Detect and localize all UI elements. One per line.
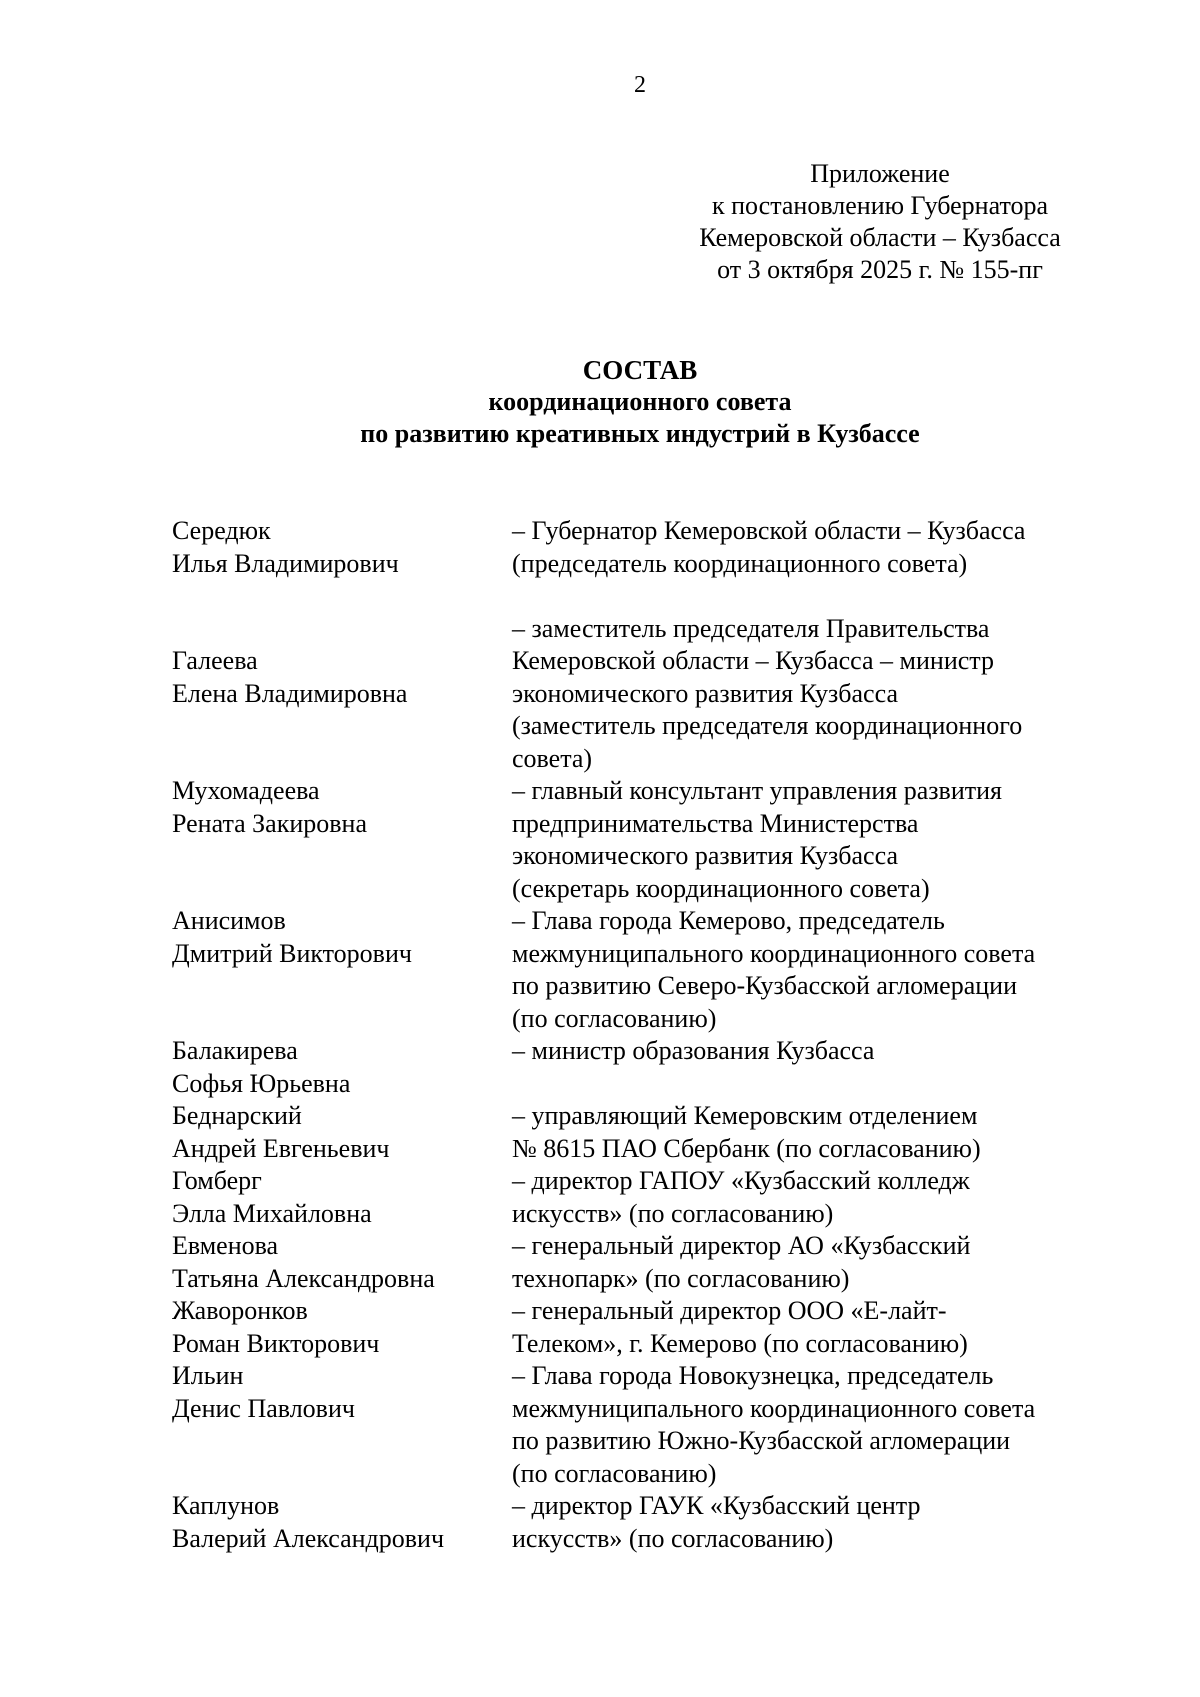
- member-name: [172, 1100, 512, 1165]
- member-role-line: – министр образования Кузбасса: [512, 1036, 875, 1065]
- member-role: [512, 1230, 1112, 1295]
- member-name-line: Софья Юрьевна: [172, 1068, 351, 1098]
- member-role-line: – директор ГАУК «Кузбасский центр: [512, 1491, 921, 1520]
- member-name-line: [172, 1425, 512, 1458]
- member-name-line: Элла Михайловна: [172, 1198, 372, 1228]
- member-name: [172, 613, 512, 776]
- member-role-line: экономического развития Кузбасса: [512, 841, 898, 870]
- member-role-line: (председатель координационного совета): [512, 548, 968, 578]
- member-row: [172, 905, 1132, 1035]
- member-role-line: (по согласованию): [512, 1458, 717, 1488]
- member-role-line: – генеральный директор ООО «Е-лайт-: [512, 1296, 947, 1325]
- member-role-line: № 8615 ПАО Сбербанк (по согласованию): [512, 1133, 981, 1163]
- member-role: [512, 1100, 1112, 1165]
- member-role: [512, 1360, 1112, 1490]
- member-role-line: – Глава города Кемерово, председатель: [512, 906, 945, 935]
- member-name: [172, 1295, 512, 1360]
- member-role-line: (секретарь координационного совета): [512, 873, 930, 903]
- member-role-line: по развитию Южно-Кузбасской агломерации: [512, 1426, 1011, 1455]
- member-role-line: по развитию Северо-Кузбасской агломерации: [512, 971, 1018, 1000]
- member-role: [512, 515, 1112, 613]
- member-name-line: [172, 840, 512, 873]
- member-role: [512, 905, 1112, 1035]
- member-name: [172, 1360, 512, 1490]
- member-row: [172, 613, 1132, 776]
- appendix-line: Приложение: [810, 159, 950, 188]
- member-name: [172, 1165, 512, 1230]
- member-role-line: экономического развития Кузбасса: [512, 678, 898, 708]
- member-name-line: Денис Павлович: [172, 1393, 355, 1423]
- member-name-line: [172, 580, 512, 613]
- appendix-block: [660, 158, 1100, 286]
- member-row: [172, 1490, 1132, 1555]
- member-role-line: искусств» (по согласованию): [512, 1198, 834, 1228]
- member-name-line: [172, 743, 512, 776]
- member-name-line: [172, 1003, 512, 1036]
- member-row: [172, 775, 1132, 905]
- page-number: 2: [634, 72, 646, 98]
- member-role: [512, 1035, 1112, 1100]
- member-role: [512, 1490, 1112, 1555]
- member-name-line: Татьяна Александровна: [172, 1263, 435, 1293]
- member-row: [172, 1360, 1132, 1490]
- member-role: [512, 1295, 1112, 1360]
- member-name-line: Илья Владимирович: [172, 548, 399, 578]
- member-name-line: Евменова: [172, 1231, 279, 1260]
- member-role: [512, 613, 1112, 776]
- member-name-line: Беднарский: [172, 1101, 302, 1130]
- member-name-line: Середюк: [172, 516, 271, 545]
- member-name-line: [172, 1458, 512, 1491]
- member-name: [172, 1490, 512, 1555]
- member-row: [172, 1165, 1132, 1230]
- member-role-line: [512, 580, 1112, 613]
- member-role-line: – Губернатор Кемеровской области – Кузбасса: [512, 516, 1026, 545]
- member-name-line: [172, 613, 512, 646]
- member-role: [512, 775, 1112, 905]
- document-heading: [0, 354, 1200, 450]
- member-role-line: – Глава города Новокузнецка, председатель: [512, 1361, 994, 1390]
- member-role: [512, 1165, 1112, 1230]
- member-row: [172, 1100, 1132, 1165]
- heading-subtitle: координационного совета: [488, 387, 792, 416]
- appendix-line: от 3 октября 2025 г. № 155-пг: [717, 255, 1043, 284]
- member-row: [172, 1035, 1132, 1100]
- appendix-line: к постановлению Губернатора: [711, 191, 1049, 220]
- member-name-line: Валерий Александрович: [172, 1523, 445, 1553]
- member-name-line: Роман Викторович: [172, 1328, 380, 1358]
- member-name: [172, 775, 512, 905]
- member-name: [172, 1230, 512, 1295]
- member-role-line: (по согласованию): [512, 1003, 717, 1033]
- member-name-line: Ильин: [172, 1361, 244, 1390]
- member-name-line: Балакирева: [172, 1036, 298, 1065]
- appendix-line: Кемеровской области – Кузбасса: [699, 223, 1061, 252]
- member-role-line: – главный консультант управления развития: [512, 776, 1002, 805]
- members-list: [172, 515, 1132, 1555]
- member-name-line: Елена Владимировна: [172, 678, 408, 708]
- member-name-line: Каплунов: [172, 1491, 280, 1520]
- member-role-line: искусств» (по согласованию): [512, 1523, 834, 1553]
- member-name-line: Андрей Евгеньевич: [172, 1133, 390, 1163]
- member-role-line: (заместитель председателя координационного: [512, 711, 1023, 740]
- member-name-line: Галеева: [172, 646, 258, 675]
- member-role-line: Телеком», г. Кемерово (по согласованию): [512, 1328, 968, 1358]
- member-name-line: Мухомадеева: [172, 776, 320, 805]
- member-role-line: – генеральный директор АО «Кузбасский: [512, 1231, 971, 1260]
- member-name: [172, 905, 512, 1035]
- member-name-line: [172, 710, 512, 743]
- member-name-line: [172, 873, 512, 906]
- member-role-line: предпринимательства Министерства: [512, 808, 919, 838]
- member-row: [172, 1230, 1132, 1295]
- member-name-line: [172, 970, 512, 1003]
- heading-title: СОСТАВ: [582, 355, 698, 385]
- member-name-line: Гомберг: [172, 1166, 262, 1195]
- member-name-line: Дмитрий Викторович: [172, 938, 412, 968]
- member-role-line: совета): [512, 743, 593, 773]
- member-row: [172, 1295, 1132, 1360]
- member-role-line: технопарк» (по согласованию): [512, 1263, 850, 1293]
- member-role-line: Кемеровской области – Кузбасса – министр: [512, 646, 994, 675]
- member-name-line: Анисимов: [172, 906, 286, 935]
- member-role-line: – управляющий Кемеровским отделением: [512, 1101, 978, 1130]
- member-role-line: – заместитель председателя Правительства: [512, 613, 990, 643]
- member-role-line: – директор ГАПОУ «Кузбасский колледж: [512, 1166, 970, 1195]
- member-role-line: [512, 1068, 1112, 1101]
- member-name: [172, 515, 512, 613]
- heading-subtitle: по развитию креативных индустрий в Кузбассе: [360, 419, 920, 448]
- member-row: [172, 515, 1132, 613]
- member-role-line: межмуниципального координационного совета: [512, 1393, 1036, 1423]
- member-name-line: Жаворонков: [172, 1296, 308, 1325]
- member-name-line: Рената Закировна: [172, 808, 367, 838]
- member-name: [172, 1035, 512, 1100]
- member-role-line: межмуниципального координационного совета: [512, 938, 1036, 968]
